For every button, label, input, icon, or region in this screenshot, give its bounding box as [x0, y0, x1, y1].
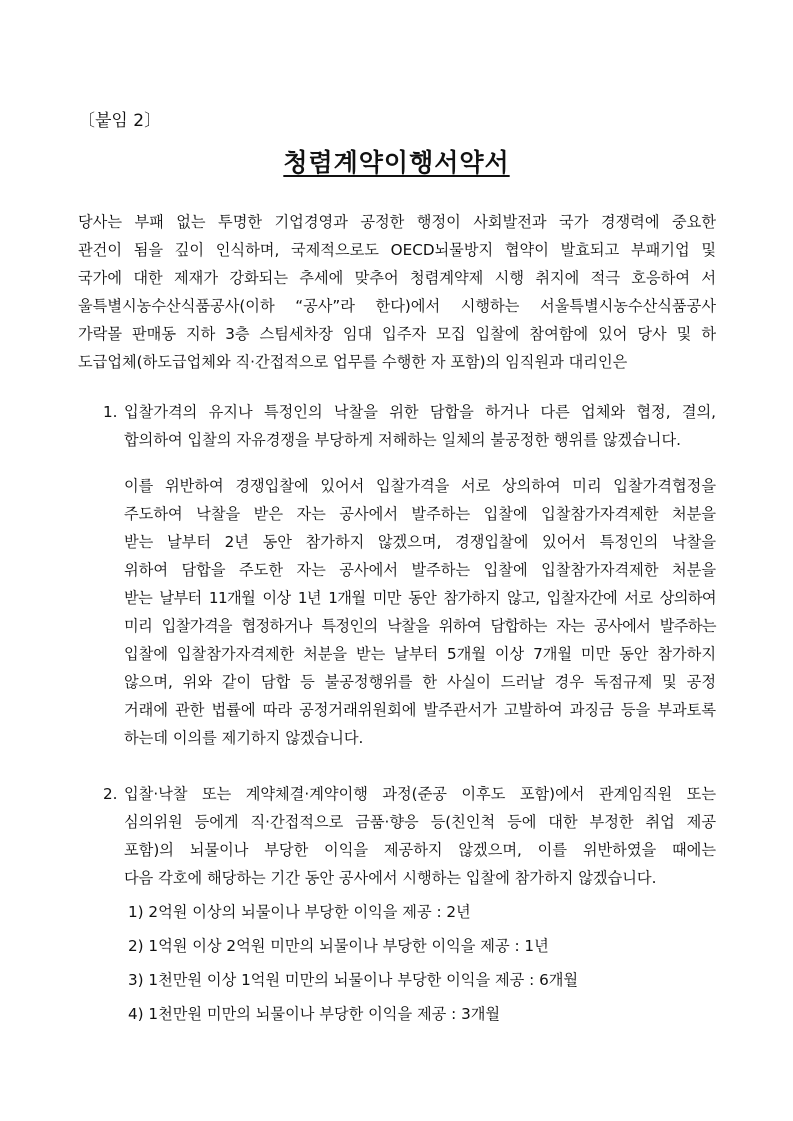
item-2-line: 입찰·낙찰 또는 계약체결·계약이행 과정(준공 이후도 포함)에서 관계임직원 또는 — [124, 785, 716, 803]
item-2-line: 다음 각호에 해당하는 기간 동안 공사에서 시행하는 입찰에 참가하지 않겠습니다. — [124, 869, 657, 887]
item-2-subitem: 2) 1억원 이상 2억원 미만의 뇌물이나 부당한 이익을 제공 : 1년 — [128, 937, 549, 955]
item-1-paragraph-line: 않으며, 위와 같이 담합 등 불공정행위를 한 사실이 드러날 경우 독점규제 및 공정 — [124, 673, 716, 691]
item-1-paragraph-line: 이를 위반하여 경쟁입찰에 있어서 입찰가격을 서로 상의하여 미리 입찰가격협정을 — [124, 477, 716, 495]
item-1-paragraph-line: 주도하여 낙찰을 받은 자는 공사에서 발주하는 입찰에 입찰참가자격제한 처분을 — [124, 505, 716, 523]
item-1-paragraph-line: 받는 날부터 2년 동안 참가하지 않겠으며, 경쟁입찰에 있어서 특정인의 낙찰을 — [124, 533, 716, 551]
item-2-line: 심의위원 등에게 직·간접적으로 금품·향응 등(친인척 등에 대한 부정한 취업 제공 — [124, 813, 716, 831]
item-2-subitem: 4) 1천만원 미만의 뇌물이나 부당한 이익을 제공 : 3개월 — [128, 1005, 501, 1023]
intro-line: 도급업체(하도급업체와 직·간접적으로 업무를 수행한 자 포함)의 임직원과 대리인은 — [78, 353, 628, 371]
item-1-line: 입찰가격의 유지나 특정인의 낙찰을 위한 담합을 하거나 다른 업체와 협정, 결의, — [124, 403, 716, 421]
item-2-line: 포함)의 뇌물이나 부당한 이익을 제공하지 않겠으며, 이를 위반하였을 때에는 — [124, 841, 716, 859]
intro-line: 가락몰 판매동 지하 3층 스팀세차장 임대 입주자 모집 입찰에 참여함에 있어 당사 및 하 — [78, 325, 716, 343]
item-1-number: 1. — [103, 403, 118, 421]
intro-line: 국가에 대한 제재가 강화되는 추세에 맞추어 청렴계약제 시행 취지에 적극 호응하여 서 — [78, 269, 716, 287]
intro-line: 관건이 됨을 깊이 인식하며, 국제적으로도 OECD뇌물방지 협약이 발효되고 부패기업 및 — [78, 241, 716, 259]
item-2-number: 2. — [103, 785, 118, 803]
item-1-paragraph-line: 받는 날부터 11개월 이상 1년 1개월 미만 동안 참가하지 않고, 입찰자간에 서로 상의하여 — [124, 589, 716, 607]
item-1-paragraph-line: 거래에 관한 법률에 따라 공정거래위원회에 발주관서가 고발하여 과징금 등을 부과토록 — [124, 701, 716, 719]
item-1-paragraph-line: 위하여 담합을 주도한 자는 공사에서 발주하는 입찰에 입찰참가자격제한 처분을 — [124, 561, 716, 579]
item-1-paragraph-line: 하는데 이의를 제기하지 않겠습니다. — [124, 729, 364, 747]
item-2-subitem: 1) 2억원 이상의 뇌물이나 부당한 이익을 제공 : 2년 — [128, 903, 471, 921]
attachment-label: 〔붙임 2〕 — [78, 111, 162, 131]
document-title-text: 청렴계약이행서약서 — [283, 148, 510, 177]
document-title — [0, 143, 793, 179]
item-1-line: 합의하여 입찰의 자유경쟁을 부당하게 저해하는 일체의 불공정한 행위를 않겠습니다. — [124, 431, 681, 449]
item-2-subitem: 3) 1천만원 이상 1억원 미만의 뇌물이나 부당한 이익을 제공 : 6개월 — [128, 971, 579, 989]
intro-line: 울특별시농수산식품공사(이하 “공사”라 한다)에서 시행하는 서울특별시농수산식품공사 — [78, 297, 716, 315]
item-1-paragraph-line: 입찰에 입찰참가자격제한 처분을 받는 날부터 5개월 이상 7개월 미만 동안 참가하지 — [124, 645, 716, 663]
item-1-paragraph-line: 미리 입찰가격을 협정하거나 특정인의 낙찰을 위하여 담합하는 자는 공사에서 발주하는 — [124, 617, 716, 635]
intro-line: 당사는 부패 없는 투명한 기업경영과 공정한 행정이 사회발전과 국가 경쟁력에 중요한 — [78, 213, 716, 231]
